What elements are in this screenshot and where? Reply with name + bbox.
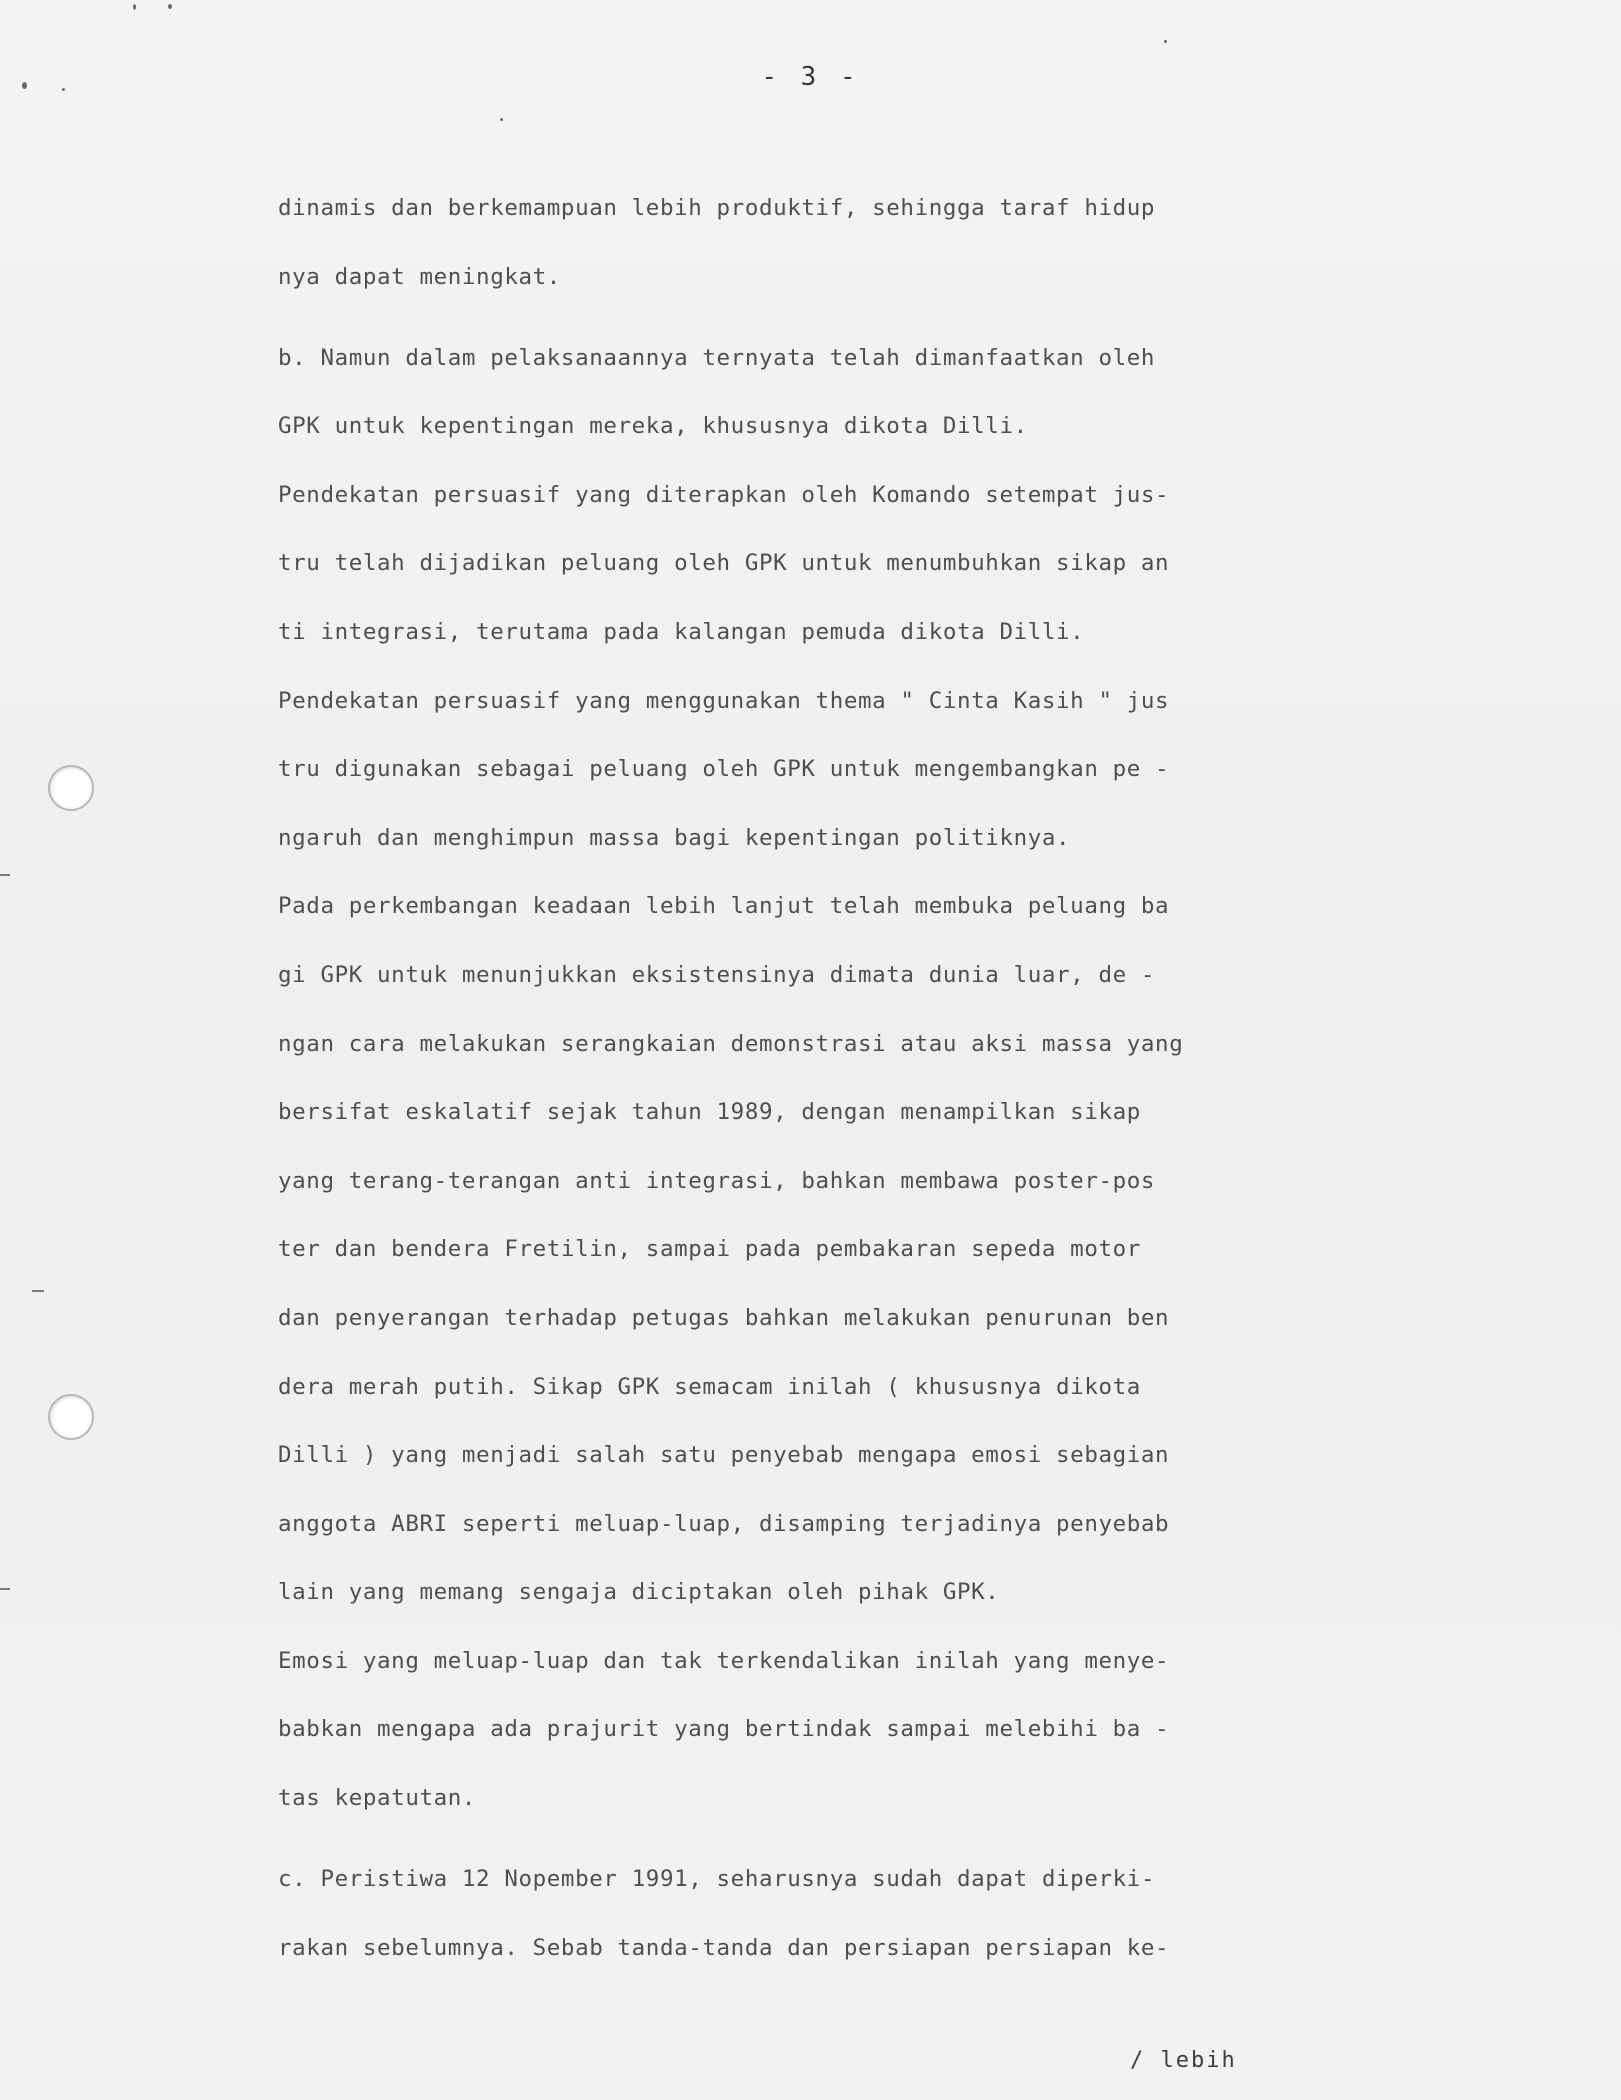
text-line: ngaruh dan menghimpun massa bagi kepentingan politiknya. bbox=[278, 824, 1071, 851]
text-line: Emosi yang meluap-luap dan tak terkendalikan inilah yang menye- bbox=[278, 1647, 1170, 1674]
scan-speck bbox=[168, 4, 172, 9]
scan-speck bbox=[62, 88, 65, 91]
text-line: anggota ABRI seperti meluap-luap, disamping terjadinya penyebab bbox=[278, 1510, 1170, 1537]
text-line: GPK untuk kepentingan mereka, khususnya dikota Dilli. bbox=[278, 413, 1028, 440]
text-line: ngan cara melakukan serangkaian demonstrasi atau aksi massa yang bbox=[278, 1030, 1184, 1057]
text-line: tru digunakan sebagai peluang oleh GPK untuk mengembangkan pe - bbox=[278, 756, 1170, 783]
text-line: babkan mengapa ada prajurit yang bertindak sampai melebihi ba - bbox=[278, 1716, 1170, 1743]
punch-hole bbox=[48, 1394, 94, 1440]
text-line: ter dan bendera Fretilin, sampai pada pembakaran sepeda motor bbox=[278, 1236, 1141, 1263]
text-line: ti integrasi, terutama pada kalangan pemuda dikota Dilli. bbox=[278, 618, 1085, 645]
text-line: dera merah putih. Sikap GPK semacam inilah ( khususnya dikota bbox=[278, 1373, 1141, 1400]
text-line: tru telah dijadikan peluang oleh GPK untuk menumbuhkan sikap an bbox=[278, 550, 1170, 577]
text-line: rakan sebelumnya. Sebab tanda-tanda dan persiapan persiapan ke- bbox=[278, 1934, 1170, 1961]
scan-speck bbox=[133, 4, 136, 10]
text-line: nya dapat meningkat. bbox=[278, 263, 561, 290]
text-line: yang terang-terangan anti integrasi, bahkan membawa poster-pos bbox=[278, 1167, 1156, 1194]
text-line: bersifat eskalatif sejak tahun 1989, dengan menampilkan sikap bbox=[278, 1099, 1141, 1126]
text-line: Dilli ) yang menjadi salah satu penyebab mengapa emosi sebagian bbox=[278, 1442, 1170, 1469]
text-line: dinamis dan berkemampuan lebih produktif, sehingga taraf hidup bbox=[278, 195, 1156, 221]
scan-speck bbox=[500, 118, 503, 121]
edge-mark bbox=[32, 1290, 44, 1292]
text-line: dan penyerangan terhadap petugas bahkan melakukan penurunan ben bbox=[278, 1304, 1170, 1331]
text-line: Pada perkembangan keadaan lebih lanjut telah membuka peluang ba bbox=[278, 893, 1170, 920]
scan-speck bbox=[22, 82, 27, 89]
edge-mark bbox=[0, 874, 10, 876]
continuation-note: / lebih bbox=[1130, 2048, 1237, 2073]
scan-speck bbox=[1164, 40, 1167, 43]
text-line: Pendekatan persuasif yang diterapkan oleh Komando setempat jus- bbox=[278, 481, 1170, 508]
text-line: tas kepatutan. bbox=[278, 1785, 477, 1812]
text-line: Pendekatan persuasif yang menggunakan thema " Cinta Kasih " jus bbox=[278, 687, 1170, 714]
body-text bbox=[278, 188, 1388, 1996]
text-line: lain yang memang sengaja diciptakan oleh pihak GPK. bbox=[278, 1579, 1000, 1606]
punch-hole bbox=[48, 765, 94, 811]
edge-mark bbox=[0, 1588, 10, 1590]
text-line: gi GPK untuk menunjukkan eksistensinya dimata dunia luar, de - bbox=[278, 961, 1156, 988]
text-line: b. Namun dalam pelaksanaannya ternyata telah dimanfaatkan oleh bbox=[278, 344, 1156, 371]
page-number: - 3 - bbox=[761, 62, 860, 92]
text-line: c. Peristiwa 12 Nopember 1991, seharusnya sudah dapat diperki- bbox=[278, 1866, 1156, 1893]
